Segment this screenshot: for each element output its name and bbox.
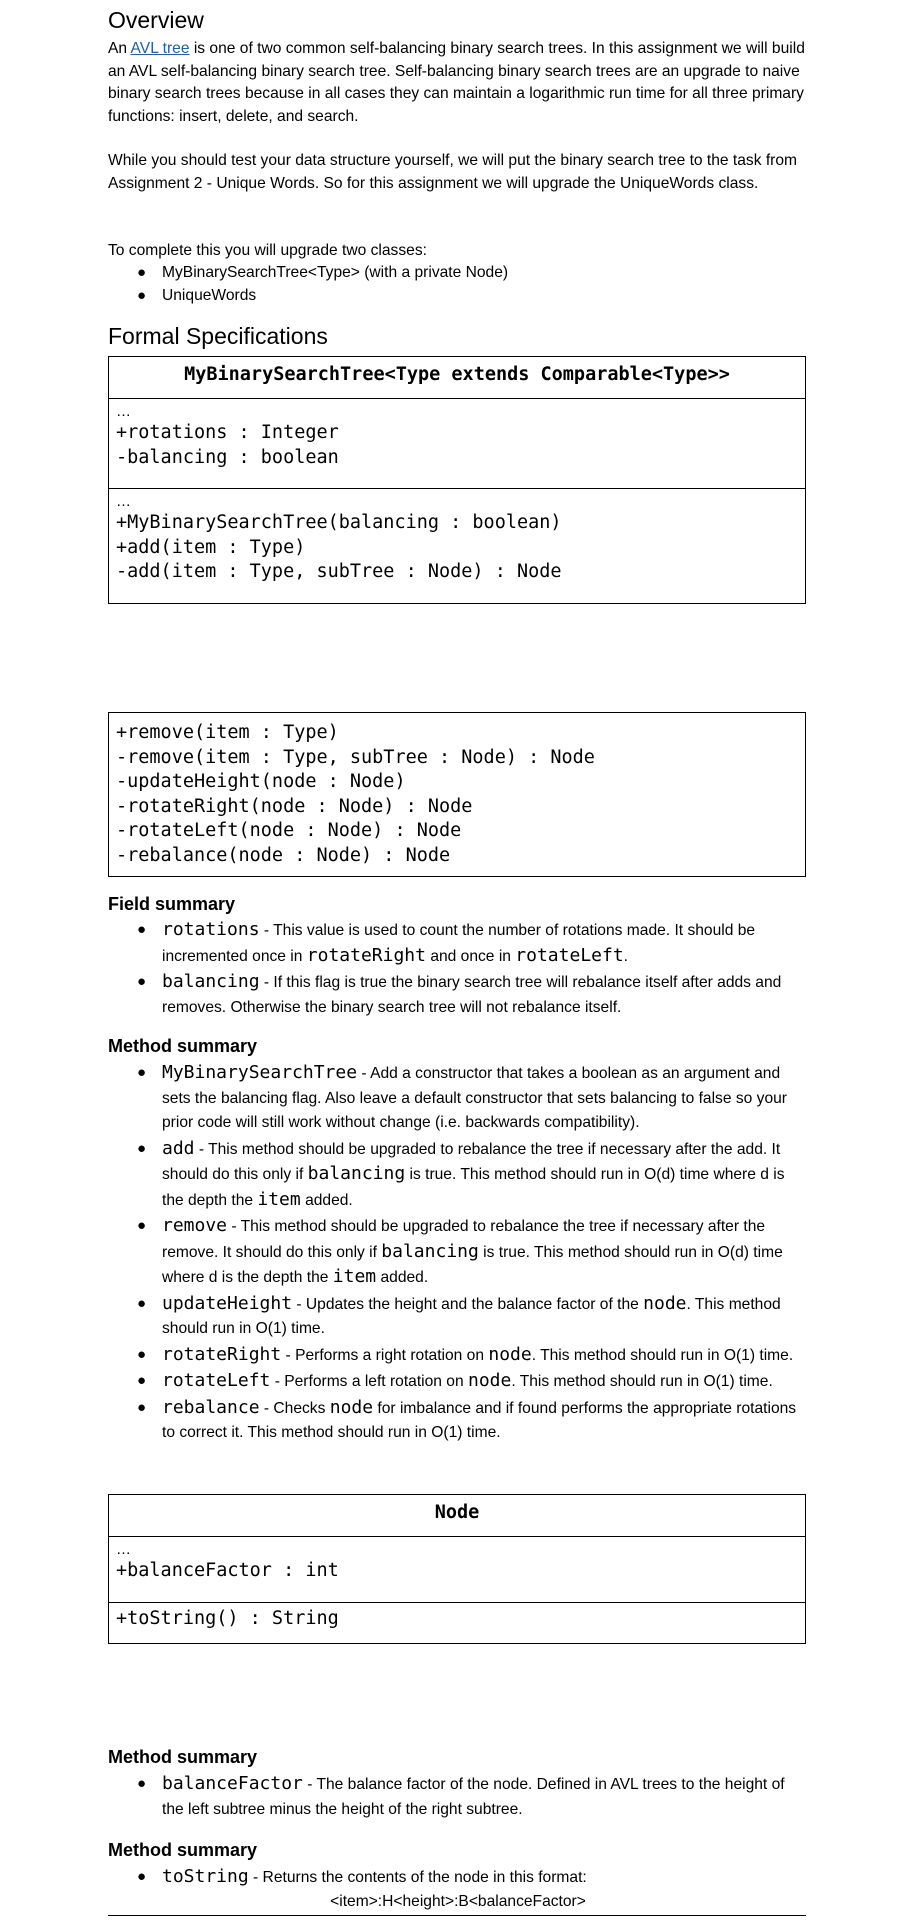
node-method-summary-list	[108, 1772, 808, 1823]
method-summary-heading: Method summary	[108, 1036, 258, 1056]
formal-specifications-heading: Formal Specifications	[108, 323, 328, 349]
method-line: -rotateRight(node : Node) : Node	[116, 795, 473, 817]
field-summary-list	[108, 918, 808, 1021]
table-top-border	[108, 1915, 806, 1916]
overview-paragraph-3: To complete this you will upgrade two classes:	[108, 242, 427, 259]
tostring-method-summary-heading: Method summary	[108, 1840, 258, 1860]
list-item: ● rotateLeft - Performs a left rotation on node. This method should run in O(1) time.	[137, 1370, 773, 1391]
ellipsis: …	[116, 403, 131, 420]
list-item: ● rotations - This value is used to count the number of rotations made. It should be incremented once in rotateRight and once in rotateLeft.	[137, 919, 756, 966]
class-box-methods-continued	[108, 712, 806, 877]
field-line: -balancing : boolean	[116, 446, 339, 468]
list-item: ● rebalance - Checks node for imbalance and if found performs the appropriate rotations to correct it. This method should run in O(1) time.	[137, 1396, 797, 1441]
method-line: +MyBinarySearchTree(balancing : boolean)	[116, 512, 562, 533]
class-box-fields	[109, 1536, 805, 1602]
field-line: +balanceFactor : int	[116, 1560, 339, 1581]
class-box-binary-search-tree	[108, 356, 806, 604]
list-item: ● remove - This method should be upgraded to rebalance the tree if necessary after the remove. It should do this only if balancing is true. This method should run in O(d) time where d is the depth the item added.	[137, 1215, 783, 1287]
method-line: -rotateLeft(node : Node) : Node	[116, 820, 462, 841]
ellipsis: …	[116, 1541, 131, 1558]
tostring-method-summary-list	[108, 1865, 808, 1892]
method-line: -add(item : Type, subTree : Node) : Node	[116, 561, 562, 582]
class-box-methods	[109, 1602, 805, 1634]
avl-tree-link[interactable]: AVL tree	[130, 40, 190, 57]
list-item: ● balanceFactor - The balance factor of the node. Defined in AVL trees to the height of the left subtree minus the height of the right subtree.	[137, 1773, 785, 1818]
class-box-methods	[109, 488, 805, 587]
class-box-node	[108, 1494, 806, 1644]
method-line: +remove(item : Type)	[116, 722, 339, 743]
class-box-methods	[109, 713, 805, 870]
list-item: ● updateHeight - Updates the height and the balance factor of the node. This method should run in O(1) time.	[137, 1292, 781, 1337]
method-line: -remove(item : Type, subTree : Node) : Node	[116, 746, 595, 768]
ellipsis: …	[116, 493, 131, 510]
field-summary-heading: Field summary	[108, 894, 236, 914]
list-item: ● add - This method should be upgraded to rebalance the tree if necessary after the add. It should do this only if balancing is true. This method should run in O(d) time where d is the depth the item added.	[137, 1137, 785, 1210]
list-item: ● MyBinarySearchTree - Add a constructor that takes a boolean as an argument and sets the balancing flag. Also leave a default constructor that sets balancing to false so your prior code will still work without change (i.e. backwards compatibility).	[137, 1062, 787, 1131]
overview-heading: Overview	[108, 7, 204, 33]
method-line: -updateHeight(node : Node)	[116, 771, 406, 792]
class-box-title: MyBinarySearchTree<Type extends Comparable<Type>>	[184, 364, 730, 385]
method-line: +toString() : String	[116, 1608, 339, 1629]
class-box-title: Node	[434, 1502, 480, 1523]
method-line: -rebalance(node : Node) : Node	[116, 844, 451, 866]
list-item: ● rotateRight - Performs a right rotation on node. This method should run in O(1) time.	[137, 1343, 794, 1365]
tostring-format: <item>:H<height>:B<balanceFactor>	[330, 1893, 586, 1910]
list-item: ● balancing - If this flag is true the binary search tree will rebalance itself after adds and removes. Otherwise the binary search tree will not rebalance itself.	[137, 971, 782, 1016]
list-item: ● toString - Returns the contents of the node in this format:	[137, 1866, 587, 1887]
overview-paragraph-1: An AVL tree is one of two common self-balancing binary search trees. In this assignment we will build an AVL self-balancing binary search tree. Self-balancing binary search trees are an upgrade to naive binary search trees because in all cases they can maintain a logarithmic run time for all three primary functions: insert, delete, and search.	[108, 40, 805, 125]
node-method-summary-heading: Method summary	[108, 1747, 258, 1767]
list-item: ● UniqueWords	[137, 286, 257, 304]
field-line: +rotations : Integer	[116, 422, 339, 443]
list-item: ● MyBinarySearchTree<Type> (with a private Node)	[137, 264, 509, 281]
overview-paragraph-2: While you should test your data structure yourself, we will put the binary search tree to the task from Assignment 2 - Unique Words. So for this assignment we will upgrade the UniqueWords class.	[108, 152, 798, 192]
method-line: +add(item : Type)	[116, 536, 306, 558]
method-summary-list	[108, 1061, 808, 1447]
classes-list	[108, 262, 808, 307]
class-box-fields	[109, 398, 805, 488]
